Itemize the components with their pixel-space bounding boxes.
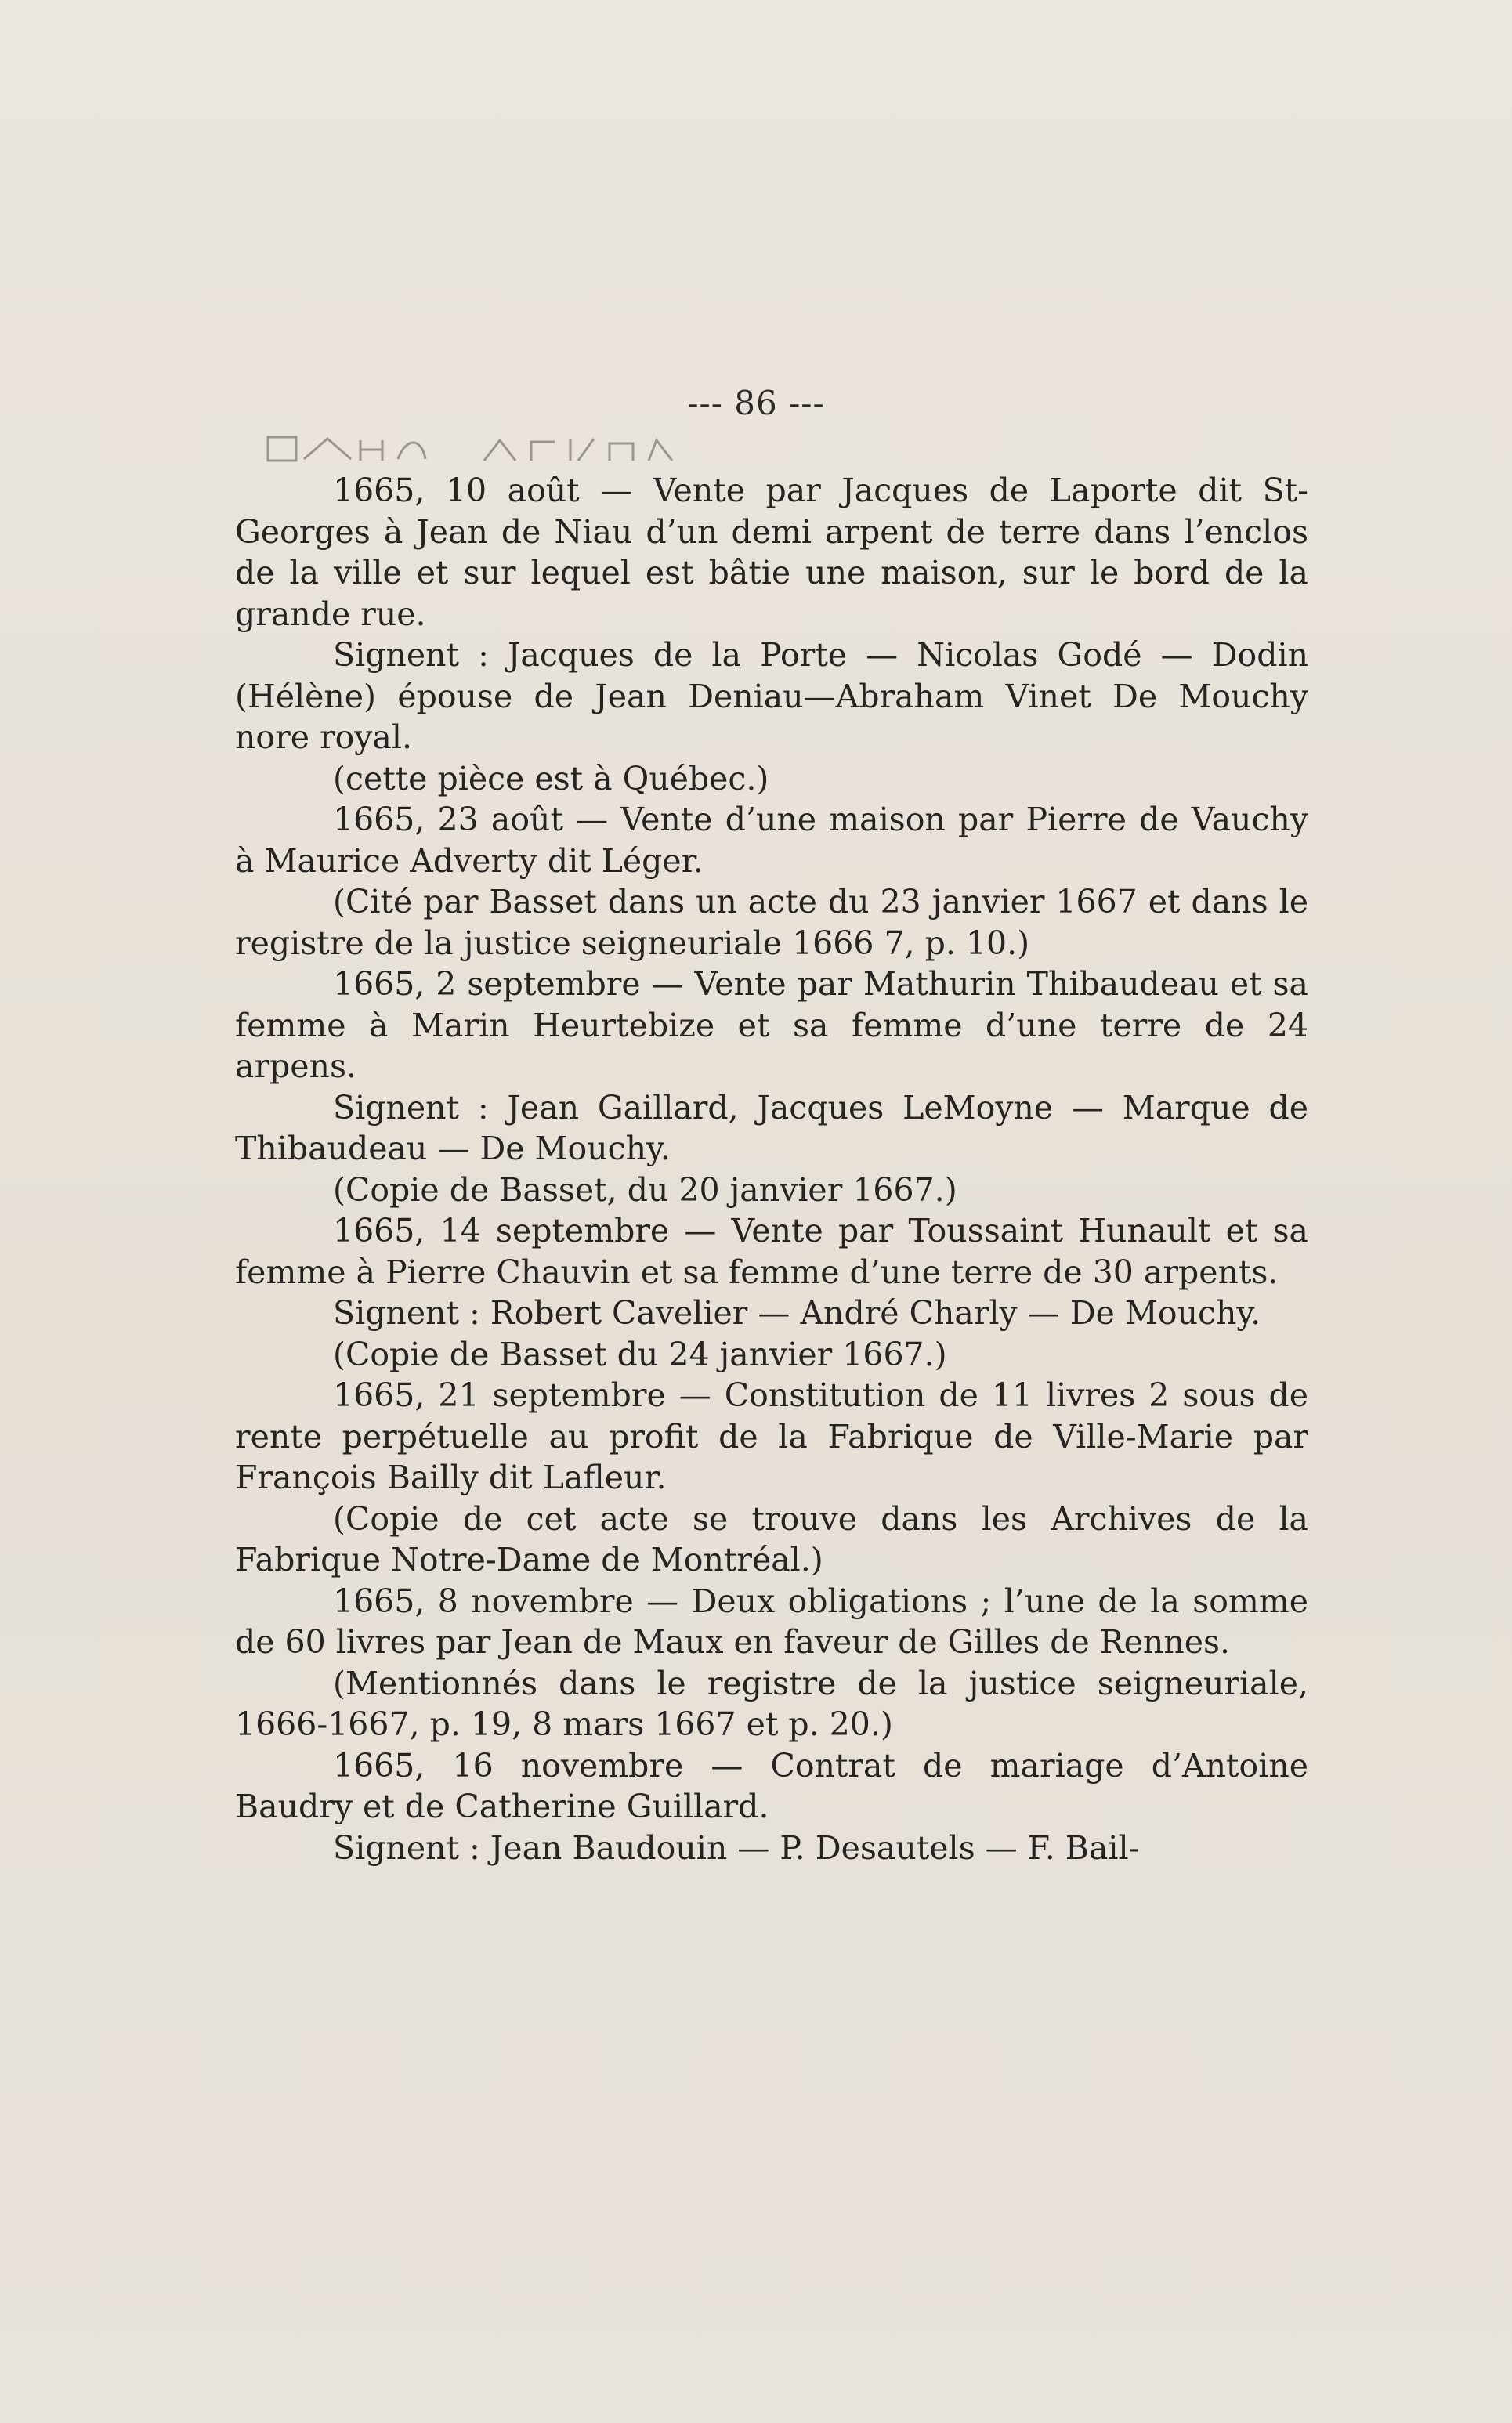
paragraph: 1665, 21 septembre — Constitution de 11 livres 2 sous de rente perpétuelle au profit de la Fabrique de Ville-Marie par François Bailly dit Lafleur. xyxy=(235,1376,1308,1496)
paragraph: (Copie de cet acte se trouve dans les Archives de la Fabrique Notre-Dame de Montréal.) xyxy=(235,1499,1308,1579)
paragraph: (cette pièce est à Québec.) xyxy=(333,759,769,797)
paragraph: 1665, 8 novembre — Deux obligations ; l’une de la somme de 60 livres par Jean de Maux en faveur de Gilles de Rennes. xyxy=(235,1582,1308,1661)
paragraph: (Copie de Basset du 24 janvier 1667.) xyxy=(333,1335,947,1373)
paragraph: 1665, 23 août — Vente d’une maison par Pierre de Vauchy à Maurice Adverty dit Léger. xyxy=(235,801,1308,880)
paragraph: (Copie de Basset, du 20 janvier 1667.) xyxy=(333,1170,957,1209)
paragraph: Signent : Jacques de la Porte — Nicolas Godé — Dodin (Hélène) épouse de Jean Deniau—Abraham Vinet De Mouchy nore royal. xyxy=(235,636,1308,756)
faded-stamp-mark xyxy=(265,429,688,470)
page-number: --- 86 --- xyxy=(687,384,825,422)
paragraph: (Mentionnés dans le registre de la justice seigneuriale, 1666-1667, p. 19, 8 mars 1667 et p. 20.) xyxy=(235,1664,1308,1743)
paragraph: 1665, 2 septembre — Vente par Mathurin Thibaudeau et sa femme à Marin Heurtebize et sa femme d’une terre de 24 arpens. xyxy=(235,965,1308,1085)
paragraph: (Cité par Basset dans un acte du 23 janvier 1667 et dans le registre de la justice seigneuriale 1666 7, p. 10.) xyxy=(235,883,1308,962)
paragraph: Signent : Robert Cavelier — André Charly — De Mouchy. xyxy=(333,1294,1261,1332)
paragraph: 1665, 10 août — Vente par Jacques de Laporte dit St-Georges à Jean de Niau d’un demi arpent de terre dans l’enclos de la ville et sur lequel est bâtie une maison, sur le bord de la grande rue. xyxy=(235,472,1308,633)
document-body xyxy=(235,470,1308,1868)
paragraph: Signent : Jean Gaillard, Jacques LeMoyne — Marque de Thibaudeau — De Mouchy. xyxy=(235,1088,1308,1167)
paragraph: 1665, 16 novembre — Contrat de mariage d’Antoine Baudry et de Catherine Guillard. xyxy=(235,1746,1308,1825)
paragraph: 1665, 14 septembre — Vente par Toussaint Hunault et sa femme à Pierre Chauvin et sa femme d’une terre de 30 arpents. xyxy=(235,1212,1308,1291)
paragraph: Signent : Jean Baudouin — P. Desautels — F. Bail- xyxy=(333,1828,1140,1867)
